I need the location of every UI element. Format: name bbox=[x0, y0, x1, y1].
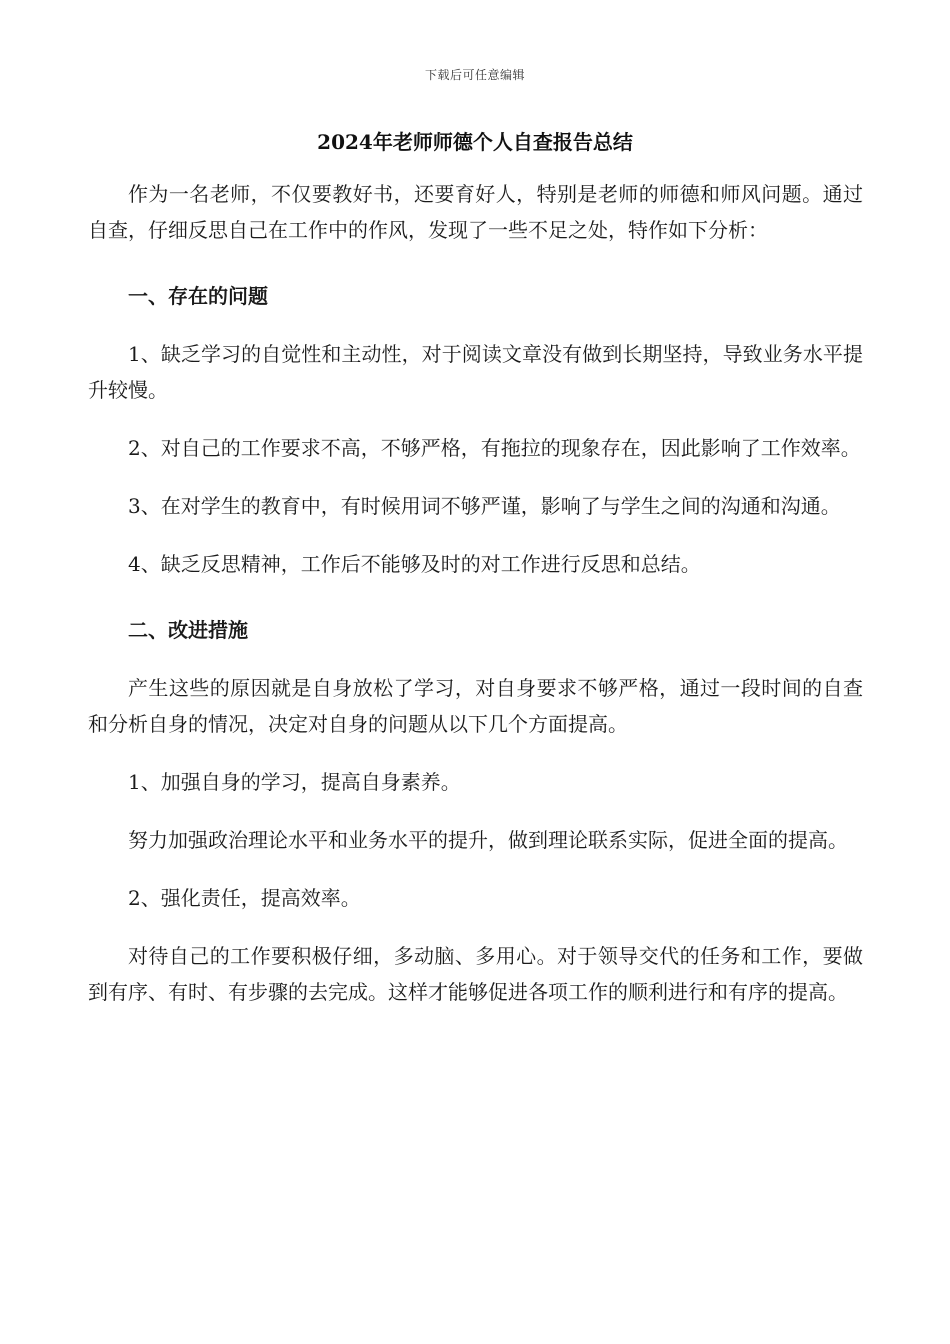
measure-2-body: 对待自己的工作要积极仔细，多动脑、多用心。对于领导交代的任务和工作，要做到有序、有时、有步骤的去完成。这样才能够促进各项工作的顺利进行和有序的提高。 bbox=[88, 944, 863, 1004]
section2-heading: 二、改进措施 bbox=[128, 618, 248, 642]
problem-item-1: 1、缺乏学习的自觉性和主动性，对于阅读文章没有做到长期坚持，导致业务水平提升较慢。 bbox=[88, 342, 863, 402]
problem-item-3: 3、在对学生的教育中，有时候用词不够严谨，影响了与学生之间的沟通和沟通。 bbox=[128, 494, 841, 518]
section1-heading: 一、存在的问题 bbox=[128, 284, 268, 308]
measures-intro: 产生这些的原因就是自身放松了学习，对自身要求不够严格，通过一段时间的自查和分析自身的情况，决定对自身的问题从以下几个方面提高。 bbox=[88, 676, 863, 736]
problem-item-4: 4、缺乏反思精神，工作后不能够及时的对工作进行反思和总结。 bbox=[128, 552, 701, 576]
measure-1-body: 努力加强政治理论水平和业务水平的提升，做到理论联系实际，促进全面的提高。 bbox=[128, 828, 848, 852]
intro-paragraph: 作为一名老师，不仅要教好书，还要育好人，特别是老师的师德和师风问题。通过自查，仔细反思自己在工作中的作风，发现了一些不足之处，特作如下分析： bbox=[88, 182, 863, 242]
header-note: 下载后可任意编辑 bbox=[424, 68, 525, 82]
document-title: 2024年老师师德个人自查报告总结 bbox=[317, 130, 633, 154]
document-body bbox=[88, 176, 863, 1010]
measure-1-title: 1、加强自身的学习，提高自身素养。 bbox=[128, 770, 461, 794]
problem-item-2: 2、对自己的工作要求不高，不够严格，有拖拉的现象存在，因此影响了工作效率。 bbox=[128, 436, 861, 460]
measure-2-title: 2、强化责任，提高效率。 bbox=[128, 886, 361, 910]
